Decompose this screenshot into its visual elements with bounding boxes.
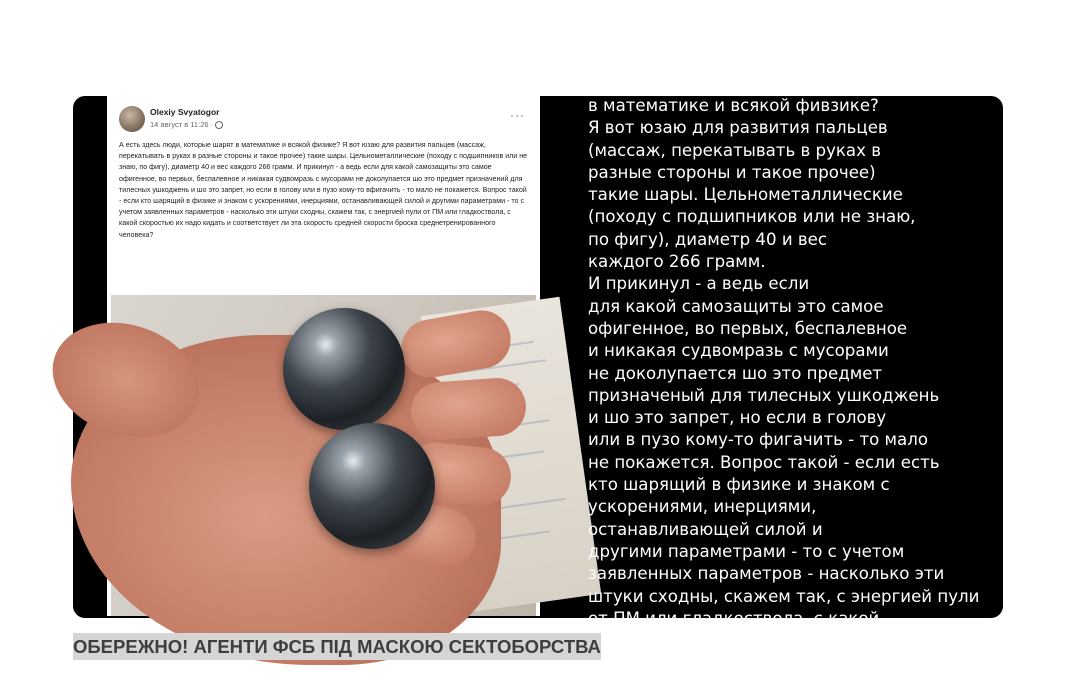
globe-icon <box>215 121 223 129</box>
caption-line: каждого 266 грамм. <box>588 252 766 272</box>
caption-line: Я вот юзаю для развития пальцев <box>588 118 888 138</box>
post-date-text: 14 август в 11:26 · <box>150 120 214 129</box>
caption-line: разные стороны и такое прочее) <box>588 162 876 182</box>
caption-line: офигенное, во первых, беспалевное <box>588 318 908 338</box>
caption-line: заявленных параметров - насколько эти <box>588 564 945 584</box>
caption-text <box>588 95 993 630</box>
caption-line: от ПМ или гладкоствола, с какой <box>588 608 880 628</box>
facebook-post-screenshot <box>107 96 540 616</box>
metal-ball-top <box>283 308 405 430</box>
post-author: Olexiy Svyatogor <box>150 107 220 117</box>
metal-ball-bottom <box>309 423 435 549</box>
caption-line: и шо это запрет, но если в голову <box>588 408 887 428</box>
caption-line: по фигу), диаметр 40 и вес <box>588 229 827 249</box>
caption-line: такие шары. Цельнометаллические <box>588 185 903 205</box>
caption-line: не доколупается шо это предмет <box>588 363 883 383</box>
more-options-icon: ··· <box>510 108 525 122</box>
caption-line: или в пузо кому-то фигачить - то мало <box>588 430 928 450</box>
caption-line: И прикинул - а ведь если <box>588 274 810 294</box>
caption-line: не покажется. Вопрос такой - если есть <box>588 452 940 472</box>
caption-line: призначеный для тилесных ушкоджень <box>588 385 940 405</box>
caption-line: (походу с подшипников или не знаю, <box>588 207 916 227</box>
post-text: А есть здесь люди, которые шарят в математике и всякой физике? Я вот юзаю для развития пальцев (массаж, перекатывать в руках в разные стороны и такое прочее) такие шары. Цельнометаллические (походу с подшипников или не знаю, по фигу), диаметр 40 и вес каждого 266 грамм. И прикинул - а ведь если для какой самозащиты это самое офигенное, во первых, беспалевное и никакая судвомразь с мусорами не доколупается шо это предмет призначений для тилесных ушкоджень и шо это запрет, но если в голову или в пузо кому-то вфигачить - то мало не покажется. Вопрос такой - если кто шарящий в физике и знаком с ускорениями, инерциями, останавливающей силой и другими параметрами - то с учетом заявленных параметров - насколько эти штуки сходны, скажем так, с энергией пули от ПМ или гладкоствола, с какой скоростью их надо кидать и соответствует ли эта скорость средней скорости броска среднетренированного человека? <box>119 141 528 239</box>
caption-line: ускорениями, инерциями, <box>588 497 817 517</box>
article-headline[interactable]: ОБЕРЕЖНО! АГЕНТИ ФСБ ПІД МАСКОЮ СЕКТОБОРСТВА <box>73 633 601 660</box>
post-header <box>119 106 529 136</box>
caption-line: штуки сходны, скажем так, с энергией пули <box>588 586 980 606</box>
caption-line: в математике и всякой фивзике? <box>588 96 879 115</box>
caption-line: для какой самозащиты это самое <box>588 296 884 316</box>
avatar <box>119 106 145 132</box>
caption-line: другими параметрами - то с учетом <box>588 541 905 561</box>
post-photo <box>111 295 536 616</box>
caption-line: и никакая судвомразь с мусорами <box>588 341 889 361</box>
article-image <box>73 96 1003 628</box>
caption-line: кто шарящий в физике и знаком с <box>588 475 890 495</box>
caption-line: останавливающей силой и <box>588 519 823 539</box>
post-date <box>150 120 223 129</box>
caption-line: (массаж, перекатывать в руках в <box>588 140 881 160</box>
